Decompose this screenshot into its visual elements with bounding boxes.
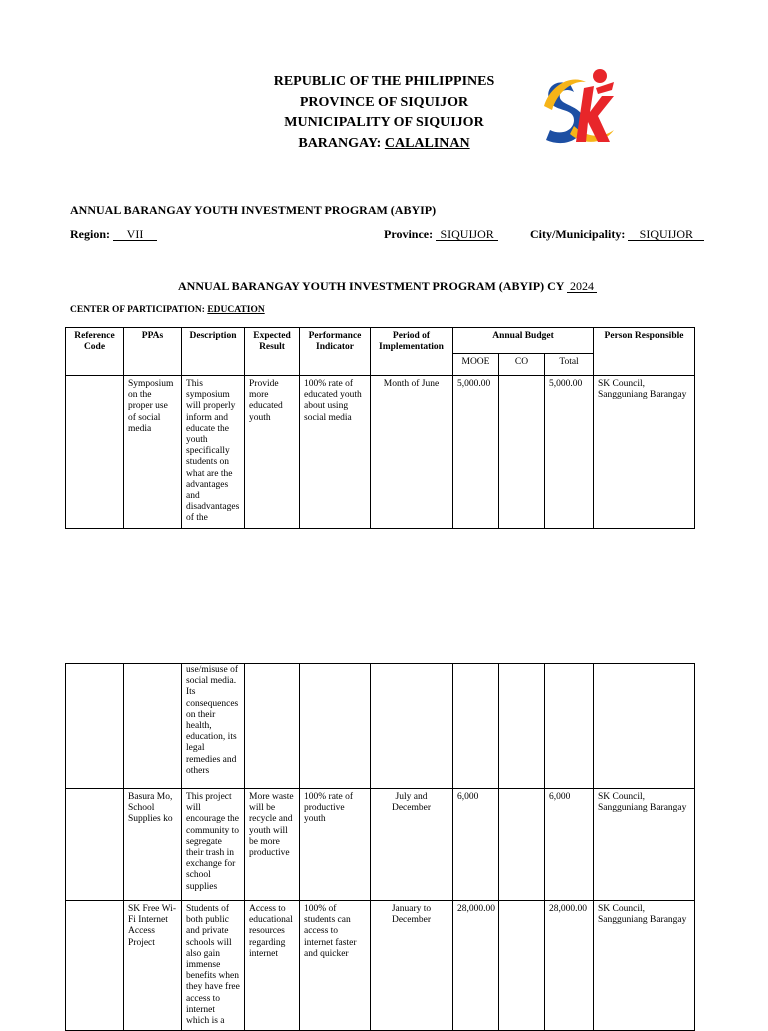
header-ppas: PPAs: [124, 328, 182, 376]
barangay-value: CALALINAN: [384, 136, 470, 151]
row2-description: This project will encourage the community to segregate their trash in exchange for school supplies: [182, 789, 245, 901]
header-co: CO: [499, 354, 545, 376]
row1-co: [499, 376, 545, 529]
header-person-responsible: Person Responsible: [594, 328, 695, 376]
row3-ref: [66, 901, 124, 1031]
row1-total: 5,000.00: [545, 376, 594, 529]
row3-person: SK Council, Sangguniang Barangay: [594, 901, 695, 1031]
row2-mooe: 6,000: [453, 789, 499, 901]
row2-ppa: Basura Mo, School Supplies ko: [124, 789, 182, 901]
table-row: [66, 901, 695, 1031]
center-label: CENTER OF PARTICIPATION:: [70, 305, 208, 315]
center-value: EDUCATION: [207, 305, 265, 315]
row1cont-ppa: [124, 664, 182, 789]
row2-ref: [66, 789, 124, 901]
row3-result: Access to educational resources regarding internet: [245, 901, 300, 1031]
row3-ppa: SK Free Wi-Fi Internet Access Project: [124, 901, 182, 1031]
table-row: [66, 664, 695, 789]
program-title: ANNUAL BARANGAY YOUTH INVESTMENT PROGRAM (ABYIP): [70, 203, 437, 217]
table-row: [66, 789, 695, 901]
row1-ppa: Symposium on the proper use of social media: [124, 376, 182, 529]
header-period: Period of Implementation: [371, 328, 453, 376]
region-label: Region:: [70, 227, 110, 241]
row1cont-ref: [66, 664, 124, 789]
city-field: [530, 227, 704, 242]
barangay-label: BARANGAY:: [298, 136, 385, 151]
sk-logo: [540, 66, 618, 150]
row1cont-co: [499, 664, 545, 789]
province-field: [384, 227, 498, 242]
row1-result: Provide more educated youth: [245, 376, 300, 529]
city-label: City/Municipality:: [530, 227, 626, 241]
row1cont-period: [371, 664, 453, 789]
header-description: Description: [182, 328, 245, 376]
city-value: SIQUIJOR: [628, 228, 704, 241]
region-value: VII: [113, 228, 157, 241]
header-municipality: MUNICIPALITY OF SIQUIJOR: [284, 115, 484, 130]
row3-total: 28,000.00: [545, 901, 594, 1031]
program-cy-label: ANNUAL BARANGAY YOUTH INVESTMENT PROGRAM (ABYIP) CY: [178, 279, 565, 293]
header-republic: REPUBLIC OF THE PHILIPPINES: [273, 74, 495, 89]
program-cy-title: [178, 279, 597, 294]
row3-mooe: 28,000.00: [453, 901, 499, 1031]
province-value: SIQUIJOR: [436, 228, 498, 241]
row1-description: This symposium will properly inform and educate the youth specifically students on what are the advantages and disadvantages of the: [182, 376, 245, 529]
row2-total: 6,000: [545, 789, 594, 901]
row1cont-indicator: [300, 664, 371, 789]
row3-co: [499, 901, 545, 1031]
row1-period: Month of June: [371, 376, 453, 529]
row1cont-description: use/misuse of social media. Its consequences on their health, education, its legal remedies and others: [182, 664, 245, 789]
header-total: Total: [545, 354, 594, 376]
header-reference-code: Reference Code: [66, 328, 124, 376]
header-mooe: MOOE: [453, 354, 499, 376]
row2-co: [499, 789, 545, 901]
province-label: Province:: [384, 227, 434, 241]
row1-mooe: 5,000.00: [453, 376, 499, 529]
abyip-table-bottom: [65, 663, 695, 1031]
header-province: PROVINCE OF SIQUIJOR: [299, 95, 469, 110]
header-barangay: [0, 136, 768, 152]
row1-ref: [66, 376, 124, 529]
row1-indicator: 100% rate of educated youth about using social media: [300, 376, 371, 529]
header-annual-budget: Annual Budget: [453, 328, 594, 354]
row1cont-mooe: [453, 664, 499, 789]
row1cont-person: [594, 664, 695, 789]
row3-description: Students of both public and private schools will also gain immense benefits when they have free access to internet which is a: [182, 901, 245, 1031]
row2-period: July and December: [371, 789, 453, 901]
row1cont-total: [545, 664, 594, 789]
center-of-participation: [70, 305, 265, 315]
row2-person: SK Council, Sangguniang Barangay: [594, 789, 695, 901]
abyip-table-top: [65, 327, 695, 529]
row2-result: More waste will be recycle and youth will be more productive: [245, 789, 300, 901]
row3-period: January to December: [371, 901, 453, 1031]
row1-person: SK Council, Sangguniang Barangay: [594, 376, 695, 529]
row1cont-result: [245, 664, 300, 789]
header-expected-result: Expected Result: [245, 328, 300, 376]
program-cy-year: 2024: [567, 280, 597, 293]
region-field: [70, 227, 157, 242]
table-row: [66, 376, 695, 529]
row2-indicator: 100% rate of productive youth: [300, 789, 371, 901]
header-performance-indicator: Performance Indicator: [300, 328, 371, 376]
row3-indicator: 100% of students can access to internet faster and quicker: [300, 901, 371, 1031]
